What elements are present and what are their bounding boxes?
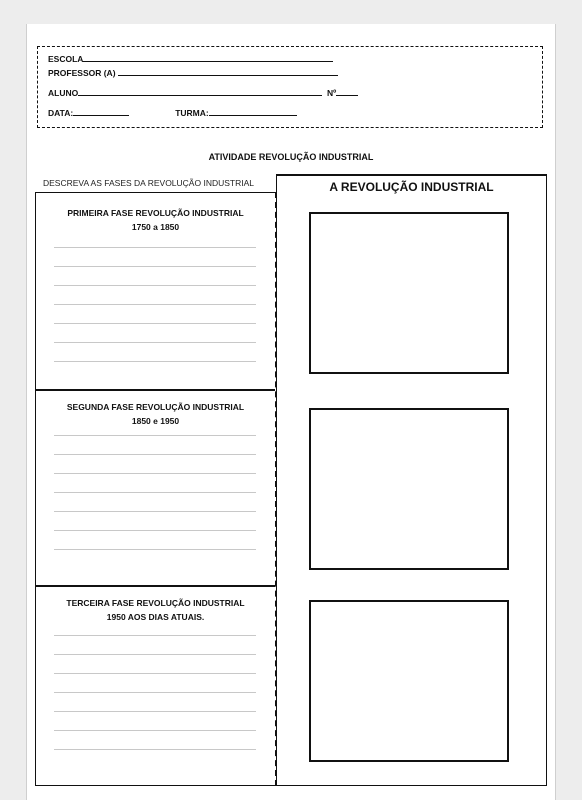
phase-years: 1850 e 1950	[131, 416, 180, 426]
school-line	[48, 53, 333, 64]
school-blank[interactable]	[83, 53, 333, 62]
writing-line[interactable]	[54, 473, 256, 474]
phase-section-2	[36, 389, 275, 585]
phases-column	[35, 192, 275, 786]
number-blank[interactable]	[336, 87, 358, 96]
writing-line[interactable]	[54, 492, 256, 493]
phase-section-3	[36, 585, 275, 787]
writing-line[interactable]	[54, 454, 256, 455]
date-class-line	[48, 107, 297, 118]
instruction-text: DESCREVA AS FASES DA REVOLUÇÃO INDUSTRIAL	[43, 178, 254, 188]
writing-line[interactable]	[54, 285, 256, 286]
writing-line[interactable]	[54, 435, 256, 436]
worksheet-page	[26, 24, 556, 800]
phase-title: PRIMEIRA FASE REVOLUÇÃO INDUSTRIAL	[67, 208, 244, 218]
phase-title: SEGUNDA FASE REVOLUÇÃO INDUSTRIAL	[66, 402, 245, 412]
picture-box-2[interactable]	[309, 408, 509, 570]
writing-line[interactable]	[54, 304, 256, 305]
writing-line[interactable]	[54, 361, 256, 362]
writing-line[interactable]	[54, 511, 256, 512]
number-label: Nº	[326, 88, 337, 98]
writing-line[interactable]	[54, 635, 256, 636]
phase-title: TERCEIRA FASE REVOLUÇÃO INDUSTRIAL	[66, 598, 245, 608]
school-label: ESCOLA	[48, 54, 84, 64]
panel-title: A REVOLUÇÃO INDUSTRIAL	[329, 180, 494, 194]
teacher-blank[interactable]	[118, 67, 338, 76]
writing-line[interactable]	[54, 654, 256, 655]
illustration-column	[276, 174, 547, 786]
writing-line[interactable]	[54, 530, 256, 531]
activity-title: ATIVIDADE REVOLUÇÃO INDUSTRIAL	[208, 152, 374, 162]
picture-box-3[interactable]	[309, 600, 509, 762]
student-label: ALUNO	[48, 88, 79, 98]
phase-section-1	[36, 193, 275, 389]
class-blank[interactable]	[209, 107, 297, 116]
writing-line[interactable]	[54, 692, 256, 693]
writing-line[interactable]	[54, 549, 256, 550]
writing-line[interactable]	[54, 247, 256, 248]
writing-line[interactable]	[54, 730, 256, 731]
teacher-label: PROFESSOR (A)	[48, 68, 116, 78]
student-line	[48, 87, 358, 98]
date-label: DATA:	[48, 108, 74, 118]
writing-line[interactable]	[54, 323, 256, 324]
teacher-line	[48, 67, 338, 78]
phase-years: 1750 a 1850	[131, 222, 180, 232]
picture-box-1[interactable]	[309, 212, 509, 374]
writing-line[interactable]	[54, 711, 256, 712]
writing-line[interactable]	[54, 342, 256, 343]
writing-line[interactable]	[54, 749, 256, 750]
student-info-box	[37, 46, 543, 128]
student-blank[interactable]	[78, 87, 322, 96]
phase-years: 1950 AOS DIAS ATUAIS.	[106, 612, 205, 622]
class-label: TURMA:	[175, 108, 209, 118]
writing-line[interactable]	[54, 266, 256, 267]
date-blank[interactable]	[73, 107, 129, 116]
writing-line[interactable]	[54, 673, 256, 674]
